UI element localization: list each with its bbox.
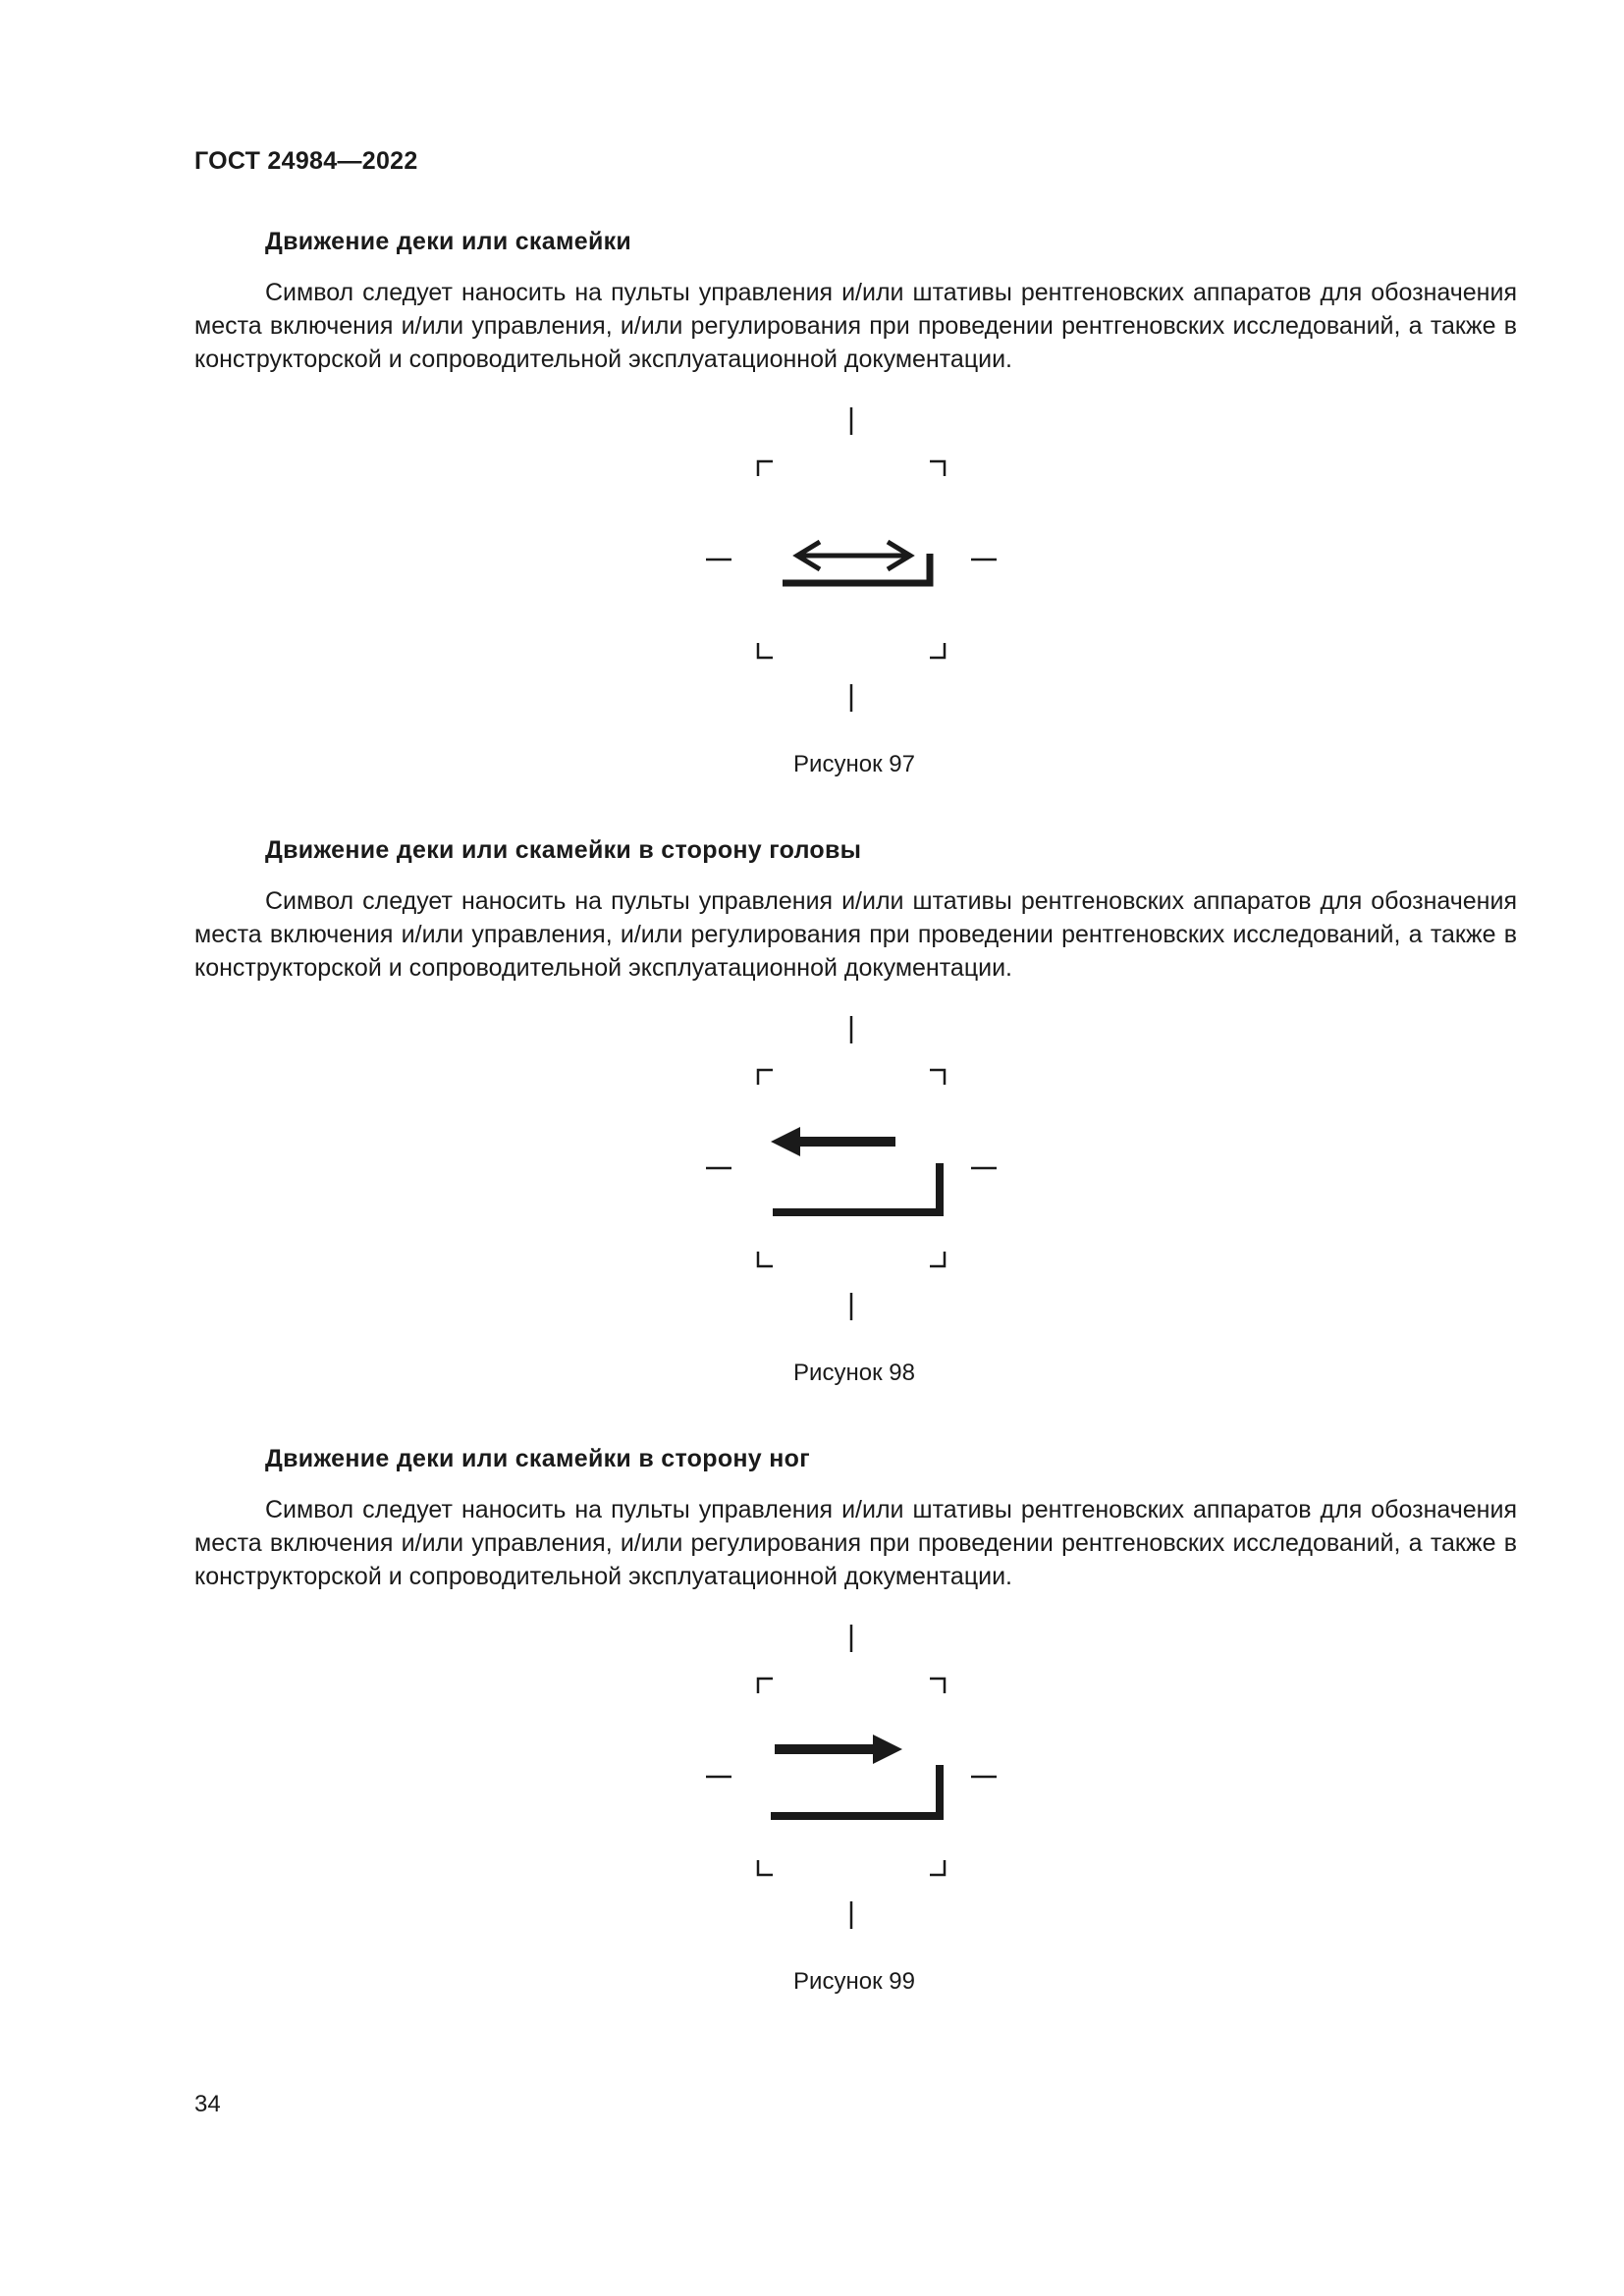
figure-caption: Рисунок 97 bbox=[793, 751, 915, 777]
section-paragraph: Символ следует наносить на пульты управления и/или штативы рентгеновских аппаратов для обозначения места включения и/или управления, и/или регулирования при проведении рентгеновских исследований, а также в конструкторской и сопроводительной эксплуатационной документации. bbox=[194, 887, 1517, 982]
section-paragraph: Символ следует наносить на пульты управления и/или штативы рентгеновских аппаратов для обозначения места включения и/или управления, и/или регулирования при проведении рентгеновских исследований, а также в конструкторской и сопроводительной эксплуатационной документации. bbox=[194, 1496, 1517, 1590]
table-move-feet-icon bbox=[684, 1620, 1018, 1973]
figure-98 bbox=[684, 1011, 1018, 1364]
section-table-move bbox=[194, 228, 1517, 376]
document-standard-number: ГОСТ 24984—2022 bbox=[194, 147, 418, 175]
figure-caption: Рисунок 98 bbox=[793, 1360, 915, 1386]
figure-99 bbox=[684, 1620, 1018, 1973]
section-table-move-feet bbox=[194, 1445, 1517, 1593]
section-title: Движение деки или скамейки в сторону ног bbox=[265, 1445, 810, 1472]
section-table-move-head bbox=[194, 836, 1517, 985]
table-move-head-icon bbox=[684, 1011, 1018, 1364]
section-paragraph: Символ следует наносить на пульты управления и/или штативы рентгеновских аппаратов для обозначения места включения и/или управления, и/или регулирования при проведении рентгеновских исследований, а также в конструкторской и сопроводительной эксплуатационной документации. bbox=[194, 279, 1517, 373]
table-move-both-directions-icon bbox=[684, 402, 1018, 756]
section-title: Движение деки или скамейки в сторону головы bbox=[265, 836, 862, 864]
figure-97 bbox=[684, 402, 1018, 756]
figure-caption: Рисунок 99 bbox=[793, 1968, 915, 1995]
page-number: 34 bbox=[194, 2091, 221, 2117]
section-title: Движение деки или скамейки bbox=[265, 228, 632, 255]
